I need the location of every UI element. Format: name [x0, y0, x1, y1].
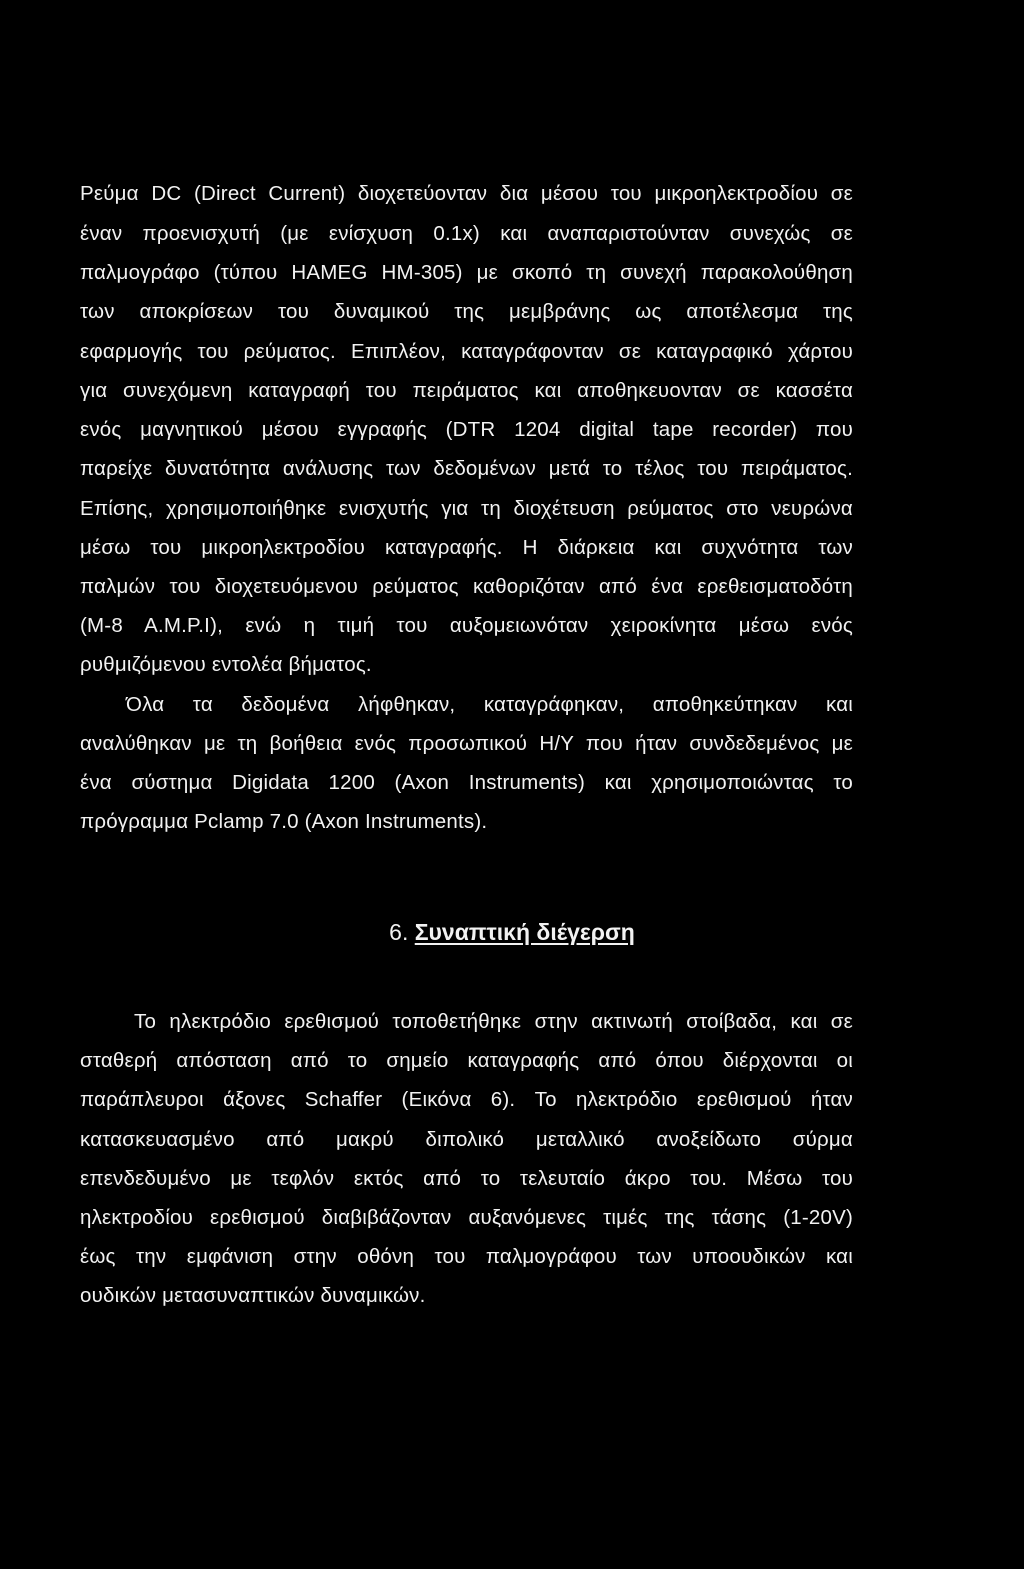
text-line: πρόγραμμα Pclamp 7.0 (Axon Instruments). [80, 810, 488, 833]
text-line: παρείχε δυνατότητα ανάλυσης των δεδομένων μετά το τέλος του πειράματος. [80, 457, 853, 480]
text-line: έναν προενισχυτή (με ενίσχυση 0.1x) και αναπαριστούνταν συνεχώς σε [80, 222, 853, 245]
text-line: για συνεχόμενη καταγραφή του πειράματος και αποθηκευονταν σε κασσέτα [80, 379, 853, 402]
text-line: ηλεκτροδίου ερεθισμού διαβιβάζονταν αυξανόμενες τιμές της τάσης (1-20V) [80, 1206, 853, 1229]
text-line: παλμών του διοχετευόμενου ρεύματος καθοριζόταν από ένα ερεθεισματοδότη [80, 575, 853, 598]
section-number: 6. [389, 919, 409, 945]
text-line: έως την εμφάνιση στην οθόνη του παλμογράφου των υποουδικών και [80, 1245, 853, 1268]
section-heading [0, 918, 1024, 946]
text-line: ενός μαγνητικού μέσου εγγραφής (DTR 1204 digital tape recorder) που [80, 418, 853, 441]
text-line: αναλύθηκαν με τη βοήθεια ενός προσωπικού Η/Υ που ήταν συνδεδεμένος με [80, 732, 853, 755]
text-line: κατασκευασμένο από μακρύ διπολικό μεταλλικό ανοξείδωτο σύρμα [80, 1128, 853, 1151]
text-line: Το ηλεκτρόδιο ερεθισμού τοποθετήθηκε στην ακτινωτή στοίβαδα, και σε [134, 1010, 853, 1033]
text-line: παράπλευροι άξονες Schaffer (Εικόνα 6). Το ηλεκτρόδιο ερεθισμού ήταν [80, 1088, 853, 1111]
text-line: σταθερή απόσταση από το σημείο καταγραφής από όπου διέρχονται οι [80, 1049, 853, 1072]
text-line: ρυθμιζόμενου εντολέα βήματος. [80, 653, 372, 676]
text-line: Επίσης, χρησιμοποιήθηκε ενισχυτής για τη διοχέτευση ρεύματος στο νευρώνα [80, 497, 853, 520]
section-title: Συναπτική διέγερση [414, 919, 635, 945]
text-line: ουδικών μετασυναπτικών δυναμικών. [80, 1284, 426, 1307]
text-line: Όλα τα δεδομένα λήφθηκαν, καταγράφηκαν, αποθηκεύτηκαν και [126, 693, 853, 716]
text-line: μέσω του μικροηλεκτροδίου καταγραφής. Η διάρκεια και συχνότητα των [80, 536, 853, 559]
text-line: Ρεύμα DC (Direct Current) διοχετεύονταν δια μέσου του μικροηλεκτροδίου σε [80, 182, 853, 205]
text-line: (M-8 A.M.P.I), ενώ η τιμή του αυξομειωνόταν χειροκίνητα μέσω ενός [80, 614, 853, 637]
text-line: των αποκρίσεων του δυναμικού της μεμβράνης ως αποτέλεσμα της [80, 300, 853, 323]
text-line: παλμογράφο (τύπου HAMEG HM-305) με σκοπό τη συνεχή παρακολούθηση [80, 261, 853, 284]
text-line: ένα σύστημα Digidata 1200 (Axon Instruments) και χρησιμοποιώντας το [80, 771, 853, 794]
text-line: εφαρμογής του ρεύματος. Επιπλέον, καταγράφονταν σε καταγραφικό χάρτου [80, 340, 853, 363]
text-line: επενδεδυμένο με τεφλόν εκτός από το τελευταίο άκρο του. Μέσω του [80, 1167, 853, 1190]
